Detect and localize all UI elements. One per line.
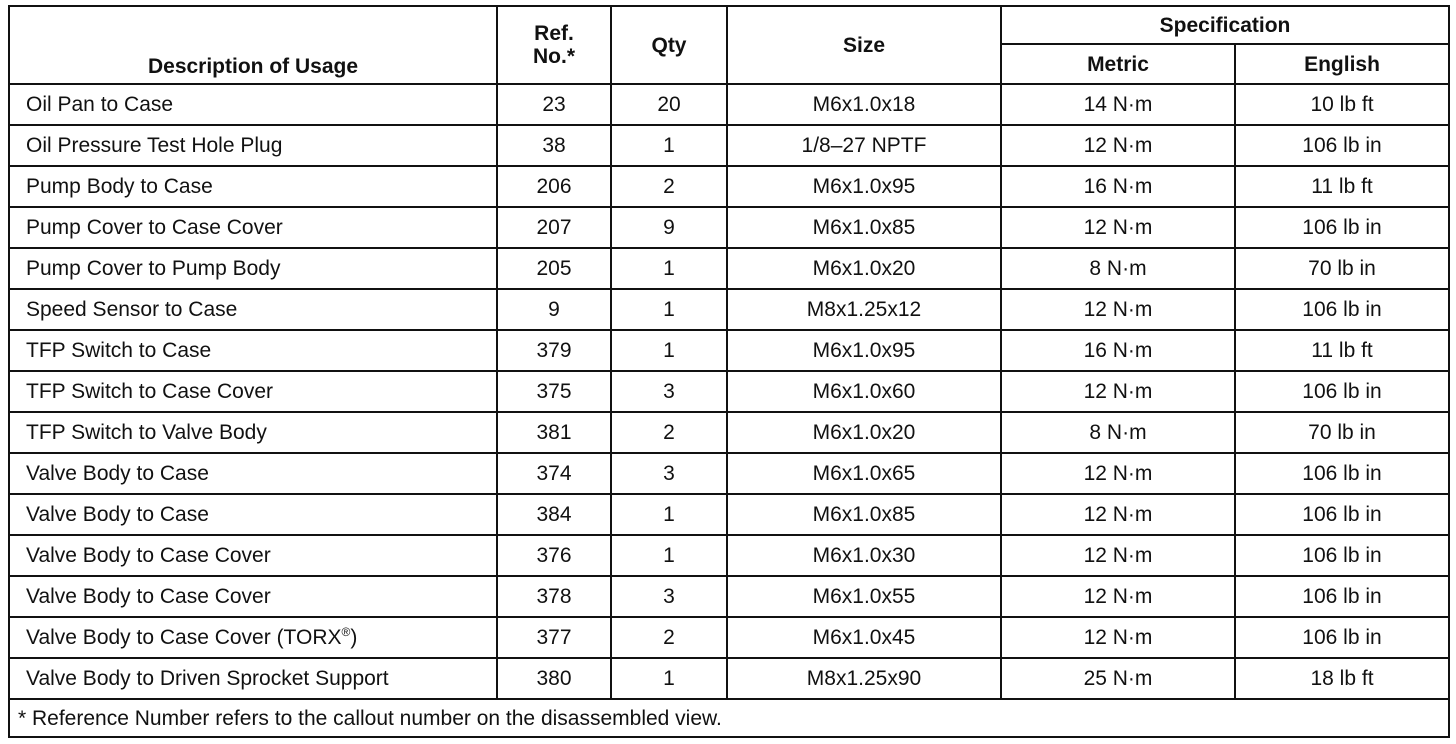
header-size: Size xyxy=(727,6,1001,84)
cell-size: 1/8–27 NPTF xyxy=(727,125,1001,166)
cell-english: 10 lb ft xyxy=(1235,84,1449,125)
cell-qty: 3 xyxy=(611,453,727,494)
footnote: * Reference Number refers to the callout number on the disassembled view. xyxy=(9,699,1449,737)
cell-english: 106 lb in xyxy=(1235,617,1449,658)
cell-qty: 1 xyxy=(611,289,727,330)
table-row xyxy=(9,166,1449,207)
description-text: TFP Switch to Case xyxy=(26,339,212,362)
cell-metric: 25 N·m xyxy=(1001,658,1235,699)
cell-english: 106 lb in xyxy=(1235,576,1449,617)
table-row xyxy=(9,125,1449,166)
description-text: Valve Body to Case xyxy=(26,503,209,526)
table-row xyxy=(9,371,1449,412)
table-row xyxy=(9,535,1449,576)
description-text: Speed Sensor to Case xyxy=(26,298,238,321)
cell-english: 106 lb in xyxy=(1235,207,1449,248)
cell-qty: 1 xyxy=(611,494,727,535)
cell-qty: 2 xyxy=(611,617,727,658)
header-specification: Specification xyxy=(1001,6,1449,44)
cell-size: M8x1.25x12 xyxy=(727,289,1001,330)
table-row xyxy=(9,84,1449,125)
cell-description xyxy=(9,576,497,617)
torque-spec-table xyxy=(8,5,1450,738)
cell-description xyxy=(9,658,497,699)
cell-english: 106 lb in xyxy=(1235,453,1449,494)
table-row xyxy=(9,289,1449,330)
cell-size: M6x1.0x20 xyxy=(727,412,1001,453)
cell-qty: 1 xyxy=(611,535,727,576)
cell-english: 11 lb ft xyxy=(1235,166,1449,207)
cell-metric: 12 N·m xyxy=(1001,576,1235,617)
description-text: Valve Body to Case Cover (TORX xyxy=(26,626,342,649)
cell-english: 11 lb ft xyxy=(1235,330,1449,371)
cell-english: 106 lb in xyxy=(1235,125,1449,166)
cell-qty: 1 xyxy=(611,248,727,289)
table-row xyxy=(9,330,1449,371)
cell-size: M6x1.0x85 xyxy=(727,207,1001,248)
cell-ref-no: 378 xyxy=(497,576,611,617)
registered-mark: ® xyxy=(341,625,351,639)
cell-size: M6x1.0x95 xyxy=(727,166,1001,207)
cell-size: M6x1.0x45 xyxy=(727,617,1001,658)
header-metric: Metric xyxy=(1001,44,1235,84)
cell-size: M6x1.0x55 xyxy=(727,576,1001,617)
cell-ref-no: 38 xyxy=(497,125,611,166)
description-text: Valve Body to Driven Sprocket Support xyxy=(26,667,389,690)
header-ref-no xyxy=(497,6,611,84)
cell-description xyxy=(9,166,497,207)
description-text: Oil Pressure Test Hole Plug xyxy=(26,134,283,157)
cell-description xyxy=(9,289,497,330)
cell-metric: 12 N·m xyxy=(1001,371,1235,412)
cell-qty: 3 xyxy=(611,576,727,617)
cell-size: M6x1.0x30 xyxy=(727,535,1001,576)
description-text: Oil Pan to Case xyxy=(26,93,174,116)
cell-ref-no: 23 xyxy=(497,84,611,125)
cell-english: 106 lb in xyxy=(1235,371,1449,412)
cell-description xyxy=(9,494,497,535)
cell-metric: 16 N·m xyxy=(1001,330,1235,371)
cell-ref-no: 379 xyxy=(497,330,611,371)
cell-metric: 12 N·m xyxy=(1001,535,1235,576)
description-text: Valve Body to Case Cover xyxy=(26,544,271,567)
header-ref-line2: No.* xyxy=(533,45,575,68)
cell-description xyxy=(9,412,497,453)
cell-description xyxy=(9,84,497,125)
cell-ref-no: 384 xyxy=(497,494,611,535)
cell-english: 106 lb in xyxy=(1235,535,1449,576)
header-ref-line1: Ref. xyxy=(534,22,574,45)
cell-qty: 2 xyxy=(611,412,727,453)
cell-size: M6x1.0x60 xyxy=(727,371,1001,412)
cell-english: 18 lb ft xyxy=(1235,658,1449,699)
table-row xyxy=(9,617,1449,658)
cell-qty: 20 xyxy=(611,84,727,125)
cell-metric: 8 N·m xyxy=(1001,412,1235,453)
table-row xyxy=(9,576,1449,617)
cell-english: 106 lb in xyxy=(1235,289,1449,330)
cell-ref-no: 9 xyxy=(497,289,611,330)
cell-size: M6x1.0x18 xyxy=(727,84,1001,125)
cell-metric: 12 N·m xyxy=(1001,494,1235,535)
cell-english: 70 lb in xyxy=(1235,248,1449,289)
header-qty: Qty xyxy=(611,6,727,84)
cell-description xyxy=(9,248,497,289)
cell-qty: 3 xyxy=(611,371,727,412)
cell-metric: 12 N·m xyxy=(1001,125,1235,166)
description-text: Pump Cover to Case Cover xyxy=(26,216,283,239)
table-row xyxy=(9,453,1449,494)
cell-ref-no: 207 xyxy=(497,207,611,248)
cell-ref-no: 377 xyxy=(497,617,611,658)
cell-metric: 8 N·m xyxy=(1001,248,1235,289)
cell-description xyxy=(9,125,497,166)
table-row xyxy=(9,207,1449,248)
table-row xyxy=(9,248,1449,289)
cell-english: 70 lb in xyxy=(1235,412,1449,453)
cell-metric: 12 N·m xyxy=(1001,453,1235,494)
cell-ref-no: 381 xyxy=(497,412,611,453)
description-text: Pump Body to Case xyxy=(26,175,213,198)
description-suffix: ) xyxy=(350,626,358,649)
cell-metric: 12 N·m xyxy=(1001,289,1235,330)
cell-description xyxy=(9,207,497,248)
cell-metric: 14 N·m xyxy=(1001,84,1235,125)
cell-ref-no: 375 xyxy=(497,371,611,412)
cell-description xyxy=(9,330,497,371)
table-row xyxy=(9,494,1449,535)
cell-description xyxy=(9,453,497,494)
cell-size: M6x1.0x20 xyxy=(727,248,1001,289)
cell-qty: 2 xyxy=(611,166,727,207)
description-text: Valve Body to Case xyxy=(26,462,209,485)
cell-size: M6x1.0x95 xyxy=(727,330,1001,371)
cell-size: M6x1.0x65 xyxy=(727,453,1001,494)
description-text: Pump Cover to Pump Body xyxy=(26,257,281,280)
description-text: TFP Switch to Case Cover xyxy=(26,380,274,403)
cell-qty: 1 xyxy=(611,330,727,371)
cell-size: M6x1.0x85 xyxy=(727,494,1001,535)
cell-english: 106 lb in xyxy=(1235,494,1449,535)
cell-ref-no: 380 xyxy=(497,658,611,699)
cell-description xyxy=(9,535,497,576)
cell-ref-no: 205 xyxy=(497,248,611,289)
cell-qty: 9 xyxy=(611,207,727,248)
cell-qty: 1 xyxy=(611,125,727,166)
cell-metric: 12 N·m xyxy=(1001,617,1235,658)
description-text: Valve Body to Case Cover xyxy=(26,585,271,608)
cell-ref-no: 376 xyxy=(497,535,611,576)
cell-size: M8x1.25x90 xyxy=(727,658,1001,699)
cell-ref-no: 374 xyxy=(497,453,611,494)
header-english: English xyxy=(1235,44,1449,84)
cell-ref-no: 206 xyxy=(497,166,611,207)
table-body xyxy=(9,84,1449,699)
cell-metric: 16 N·m xyxy=(1001,166,1235,207)
cell-metric: 12 N·m xyxy=(1001,207,1235,248)
cell-description xyxy=(9,617,497,658)
description-text: TFP Switch to Valve Body xyxy=(26,421,267,444)
table-row xyxy=(9,412,1449,453)
cell-qty: 1 xyxy=(611,658,727,699)
header-description: Description of Usage xyxy=(9,6,497,84)
table-row xyxy=(9,658,1449,699)
cell-description xyxy=(9,371,497,412)
